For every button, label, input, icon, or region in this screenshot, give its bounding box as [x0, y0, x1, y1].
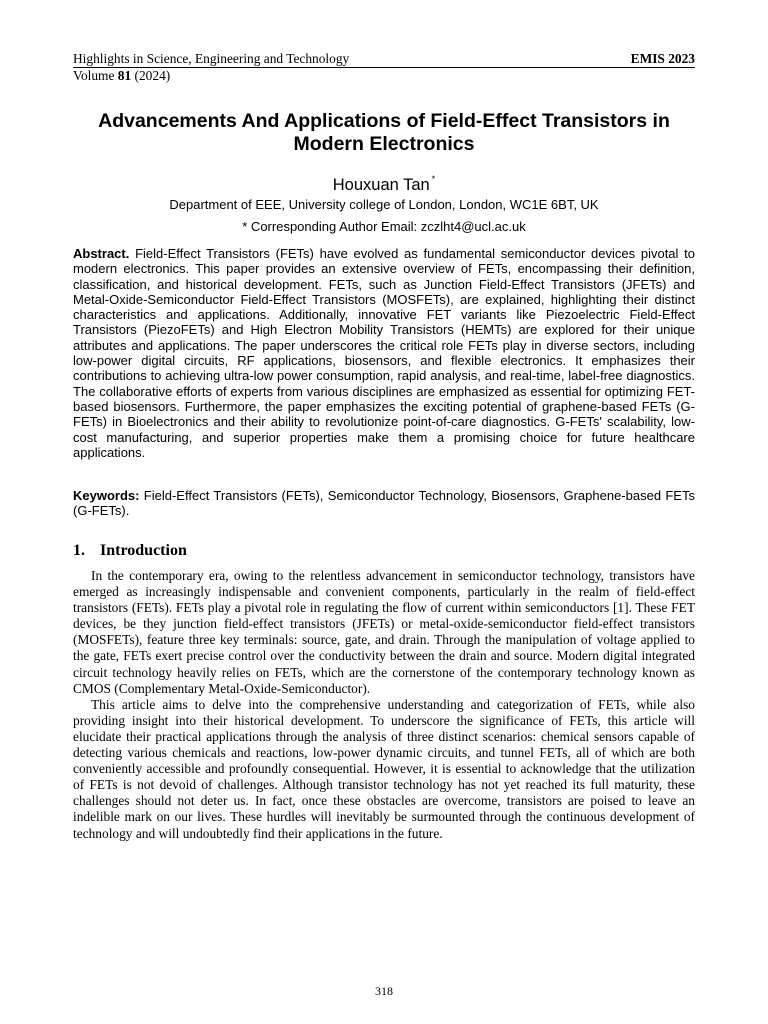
header-row — [73, 51, 695, 68]
abstract — [73, 246, 695, 460]
volume-line — [73, 68, 695, 84]
paper-page — [73, 0, 695, 1024]
section-number: 1. — [73, 542, 85, 559]
abstract-label: Abstract. — [73, 246, 130, 261]
conference-name: EMIS 2023 — [630, 51, 695, 66]
corresponding-email: * Corresponding Author Email: zczlht4@ucl.ac.uk — [242, 219, 526, 234]
body-paragraph: In the contemporary era, owing to the relentless advancement in semiconductor technology, transistors have emerged as increasingly indispensable and convenient components, particularly in the realm of field-effect transistors (FETs). FETs play a pivotal role in regulating the flow of current within semiconductors [1]. These FET devices, be they junction field-effect transistors (JFETs) or metal-oxide-semiconductor field-effect transistors (MOSFETs), feature three key terminals: source, gate, and drain. Through the manipulation of voltage applied to the gate, FETs exert precise control over the conductivity between the drain and source. Modern digital integrated circuit technology heavily relies on FETs, which are the cornerstone of the contemporary technology known as CMOS (Complementary Metal-Oxide-Semiconductor). — [73, 568, 695, 696]
volume-number: 81 — [117, 68, 132, 83]
running-header — [73, 51, 695, 84]
abstract-text: Field-Effect Transistors (FETs) have evolved as fundamental semiconductor devices pivotal to modern electronics. This paper provides an extensive overview of FETs, encompassing their definition, classification, and historical development. FETs, such as Junction Field-Effect Transistors (JFETs) and Metal-Oxide-Semiconductor Field-Effect Transistors (MOSFETs), are explained, highlighting their distinct characteristics and applications. Additionally, innovative FET variants like Piezoelectric Field-Effect Transistors (PiezoFETs) and High Electron Mobility Transistors (HEMTs) are explored for their unique attributes and applications. The paper underscores the critical role FETs play in diverse sectors, including low-power digital circuits, RF applications, biosensors, and flexible electronics. It emphasizes their contributions to achieving ultra-low power consumption, rapid analysis, and real-time, label-free diagnostics. The collaborative efforts of experts from various disciplines are emphasized as essential for optimizing FET-based biosensors. Furthermore, the paper emphasizes the exciting potential of graphene-based FETs (G-FETs) in Bioelectronics and their ability to revolutionize point-of-care diagnostics. G-FETs' scalability, low-cost manufacturing, and superior properties make them a promising choice for future healthcare applications. — [73, 246, 695, 460]
author-name: Houxuan Tan — [332, 176, 430, 194]
author-line — [73, 169, 695, 195]
corresponding-author-mark: * — [431, 174, 436, 184]
keywords — [73, 488, 695, 519]
keywords-label: Keywords: — [73, 488, 140, 503]
page-number: 318 — [375, 984, 393, 998]
author-affiliation: Department of EEE, University college of London, London, WC1E 6BT, UK — [169, 197, 599, 212]
keywords-text: Field-Effect Transistors (FETs), Semiconductor Technology, Biosensors, Graphene-based FETs (G-FETs). — [73, 488, 695, 519]
section-title: Introduction — [100, 542, 187, 559]
volume-label: Volume — [73, 68, 115, 83]
publication-year: (2024) — [134, 68, 171, 83]
body-paragraph: This article aims to delve into the comprehensive understanding and categorization of FETs, while also providing insight into their historical development. To underscore the significance of FETs, this article will elucidate their practical applications through the analysis of three distinct scenarios: chemical sensors capable of detecting various chemicals and reactions, low-power dynamic circuits, and tunnel FETs, all of which are both conveniently accessible and profoundly consequential. However, it is essential to acknowledge that the utilization of FETs is not devoid of challenges. Although transistor technology has not yet reached its full maturity, these challenges should not deter us. In fact, once these obstacles are overcome, transistors are poised to leave an indelible mark on our lives. These hurdles will inevitably be surmounted through the continuous development of technology and will undoubtedly find their applications in the future. — [73, 696, 695, 841]
journal-name: Highlights in Science, Engineering and Technology — [73, 51, 350, 66]
section-body — [73, 568, 695, 842]
paper-title: Advancements And Applications of Field-Effect Transistors in Modern Electronics — [98, 110, 670, 155]
section-heading — [73, 541, 187, 560]
